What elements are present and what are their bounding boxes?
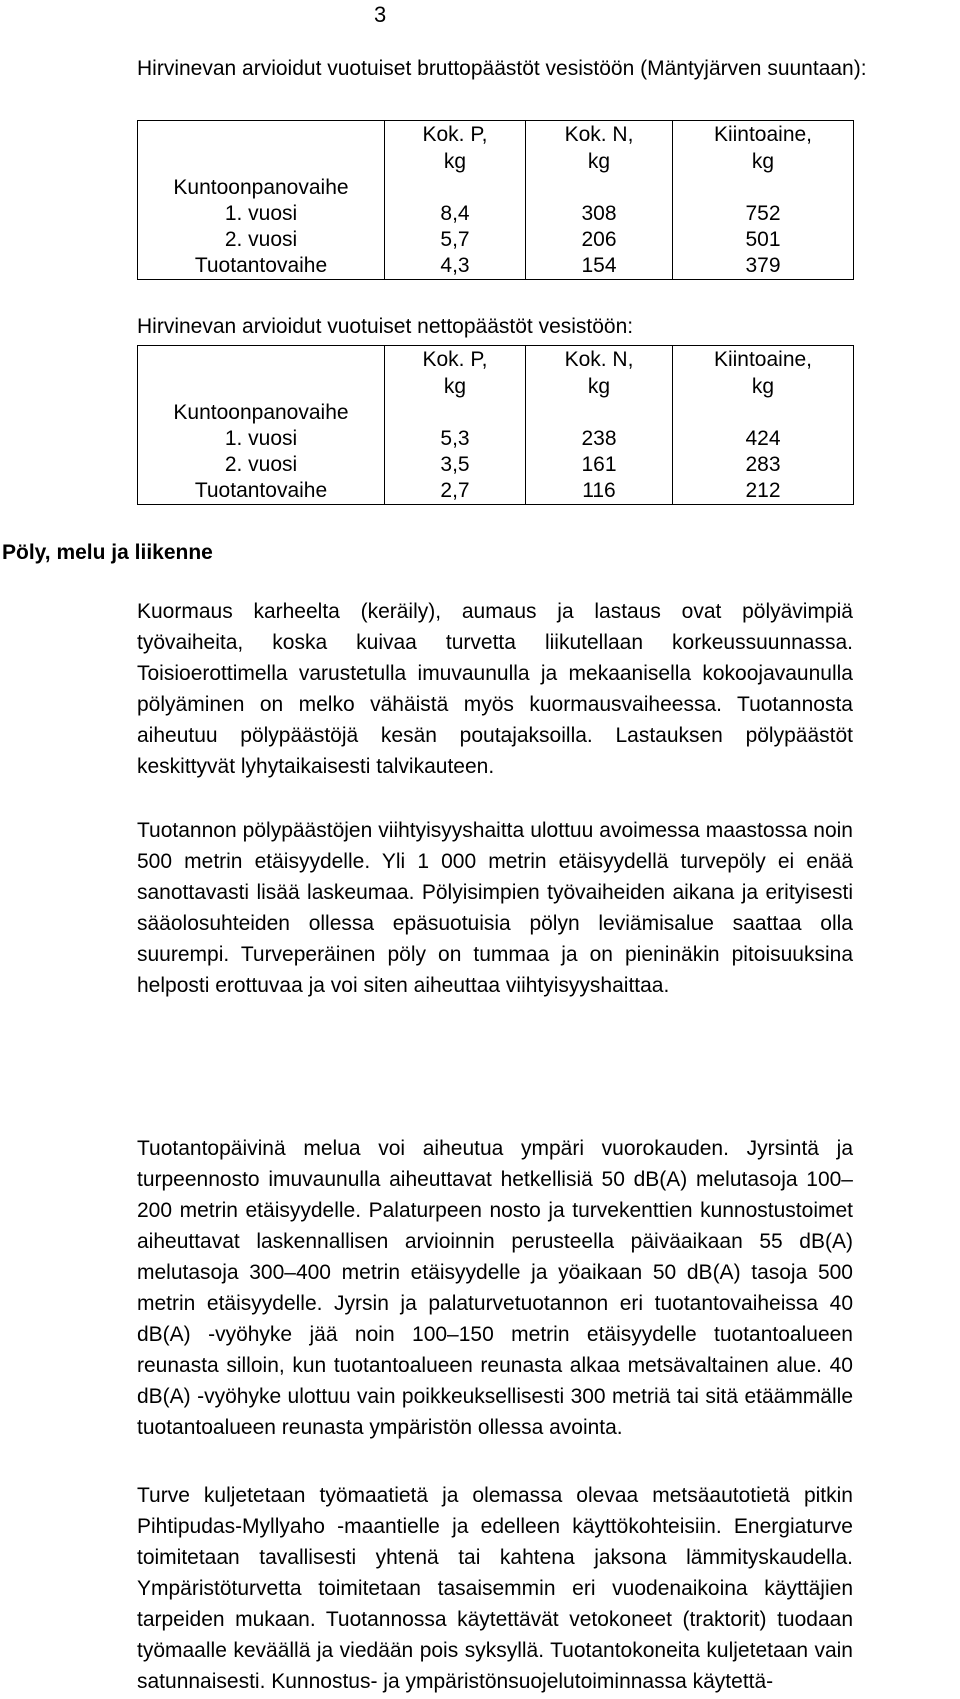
table-cell: 206 [526, 227, 673, 253]
table-cell: 154 [526, 253, 673, 280]
section-title: Pöly, melu ja liikenne [2, 541, 213, 564]
table-header-row [138, 121, 854, 176]
table-row [138, 400, 854, 426]
table-cell [385, 400, 526, 426]
table-cell: 5,7 [385, 227, 526, 253]
table-row [138, 253, 854, 280]
table-cell: 2. vuosi [138, 227, 385, 253]
table-row [138, 201, 854, 227]
table-row [138, 452, 854, 478]
table-row [138, 227, 854, 253]
gross-emissions-heading: Hirvinevan arvioidut vuotuiset bruttopäästöt vesistöön (Mäntyjärven suuntaan): [137, 57, 867, 80]
table-cell: Tuotantovaihe [138, 253, 385, 280]
header-cell: Kok. N, kg [526, 121, 673, 176]
header-cell [138, 121, 385, 176]
table-row [138, 175, 854, 201]
table-cell [526, 400, 673, 426]
header-cell: Kok. P, kg [385, 121, 526, 176]
header-cell: Kiintoaine, kg [673, 121, 854, 176]
table-cell: 283 [673, 452, 854, 478]
table-cell [673, 175, 854, 201]
net-emissions-heading: Hirvinevan arvioidut vuotuiset nettopäästöt vesistöön: [137, 315, 634, 338]
header-cell [138, 346, 385, 401]
table-cell: 501 [673, 227, 854, 253]
table-cell: 116 [526, 478, 673, 505]
paragraph-traffic: Turve kuljetetaan työmaatietä ja olemassa olevaa metsäautotietä pitkin Pihtipudas-Myllyaho -maantielle ja edelleen käyttökohteisiin. Energiaturve toimitetaan tavallisesti yhtenä tai kahtena jaksona lämmityskaudella. Ympäristöturvetta toimitetaan tasaisemmin eri vuodenaikoina käyttäjien tarpeiden mukaan. Tuotannossa käytettävät vetokoneet (traktorit) tuodaan työmaalle keväällä ja viedään pois syksyllä. Tuotantokoneita kuljetetaan vain satunnaisesti. Kunnostus- ja ympäristönsuojelutoiminnassa käytettä- [137, 1484, 853, 1693]
table-cell: 8,4 [385, 201, 526, 227]
table-cell: 3,5 [385, 452, 526, 478]
table-cell: 1. vuosi [138, 201, 385, 227]
table-cell: 238 [526, 426, 673, 452]
header-cell: Kiintoaine, kg [673, 346, 854, 401]
table-cell [673, 400, 854, 426]
table-cell: 2,7 [385, 478, 526, 505]
table-cell: 212 [673, 478, 854, 505]
header-cell: Kok. N, kg [526, 346, 673, 401]
table-row [138, 426, 854, 452]
table-cell: 161 [526, 452, 673, 478]
table-cell: 1. vuosi [138, 426, 385, 452]
gross-emissions-table [137, 120, 854, 280]
table-cell: Kuntoonpanovaihe [138, 400, 385, 426]
table-cell: 308 [526, 201, 673, 227]
paragraph-dust-nuisance: Tuotannon pölypäästöjen viihtyisyyshaitta ulottuu avoimessa maastossa noin 500 metrin etäisyydelle. Yli 1 000 metrin etäisyydellä turvepöly ei enää sanottavasti lisää laskeumaa. Pölyisimpien työvaiheiden aikana ja erityisesti sääolosuhteiden ollessa epäsuotuisia pölyn leviämisalue saattaa olla suurempi. Turveperäinen pöly on tummaa ja on pieninäkin pitoisuuksina helposti erottuvaa ja voi siten aiheuttaa viihtyisyyshaittaa. [137, 819, 853, 997]
table-cell: 424 [673, 426, 854, 452]
table-cell [385, 175, 526, 201]
net-emissions-table [137, 345, 854, 505]
table-cell: Kuntoonpanovaihe [138, 175, 385, 201]
header-cell: Kok. P, kg [385, 346, 526, 401]
paragraph-noise: Tuotantopäivinä melua voi aiheutua ympäri vuorokauden. Jyrsintä ja turpeennosto imuvaunulla aiheuttavat hetkellisiä 50 dB(A) melutasoja 100–200 metrin etäisyydelle. Palaturpeen nosto ja turvekenttien kunnostustoimet aiheuttavat laskennallisen arvioinnin perusteella päiväaikaan 55 dB(A) melutasoja 300–400 metrin etäisyydelle ja yöaikaan 50 dB(A) tasoja 500 metrin etäisyydelle. Jyrsin ja palaturvetuotannon eri tuotantovaiheissa 40 dB(A) -vyöhyke jää noin 100–150 metrin etäisyydelle tuotantoalueen reunasta silloin, kun tuotantoalueen reunasta alkaa metsävaltainen alue. 40 dB(A) -vyöhyke ulottuu vain poikkeuksellisesti 300 metriä tai sitä etäämmälle tuotantoalueen reunasta ympäristön ollessa avointa. [137, 1137, 853, 1439]
table-cell [526, 175, 673, 201]
page-number: 3 [374, 2, 387, 27]
table-cell: Tuotantovaihe [138, 478, 385, 505]
table-cell: 379 [673, 253, 854, 280]
table-cell: 2. vuosi [138, 452, 385, 478]
table-row [138, 478, 854, 505]
table-header-row [138, 346, 854, 401]
paragraph-dust: Kuormaus karheelta (keräily), aumaus ja lastaus ovat pölyävimpiä työvaiheita, koska kuivaa turvetta liikutellaan korkeussuunnassa. Toisioerottimella varustetulla imuvaunulla ja mekaanisella kokoojavaunulla pölyäminen on melko vähäistä myös kuormausvaiheessa. Tuotannosta aiheutuu pölypäästöjä kesän poutajaksoilla. Lastauksen pölypäästöt keskittyvät lyhytaikaisesti talvikauteen. [137, 600, 853, 778]
table-cell: 5,3 [385, 426, 526, 452]
table-cell: 752 [673, 201, 854, 227]
table-cell: 4,3 [385, 253, 526, 280]
